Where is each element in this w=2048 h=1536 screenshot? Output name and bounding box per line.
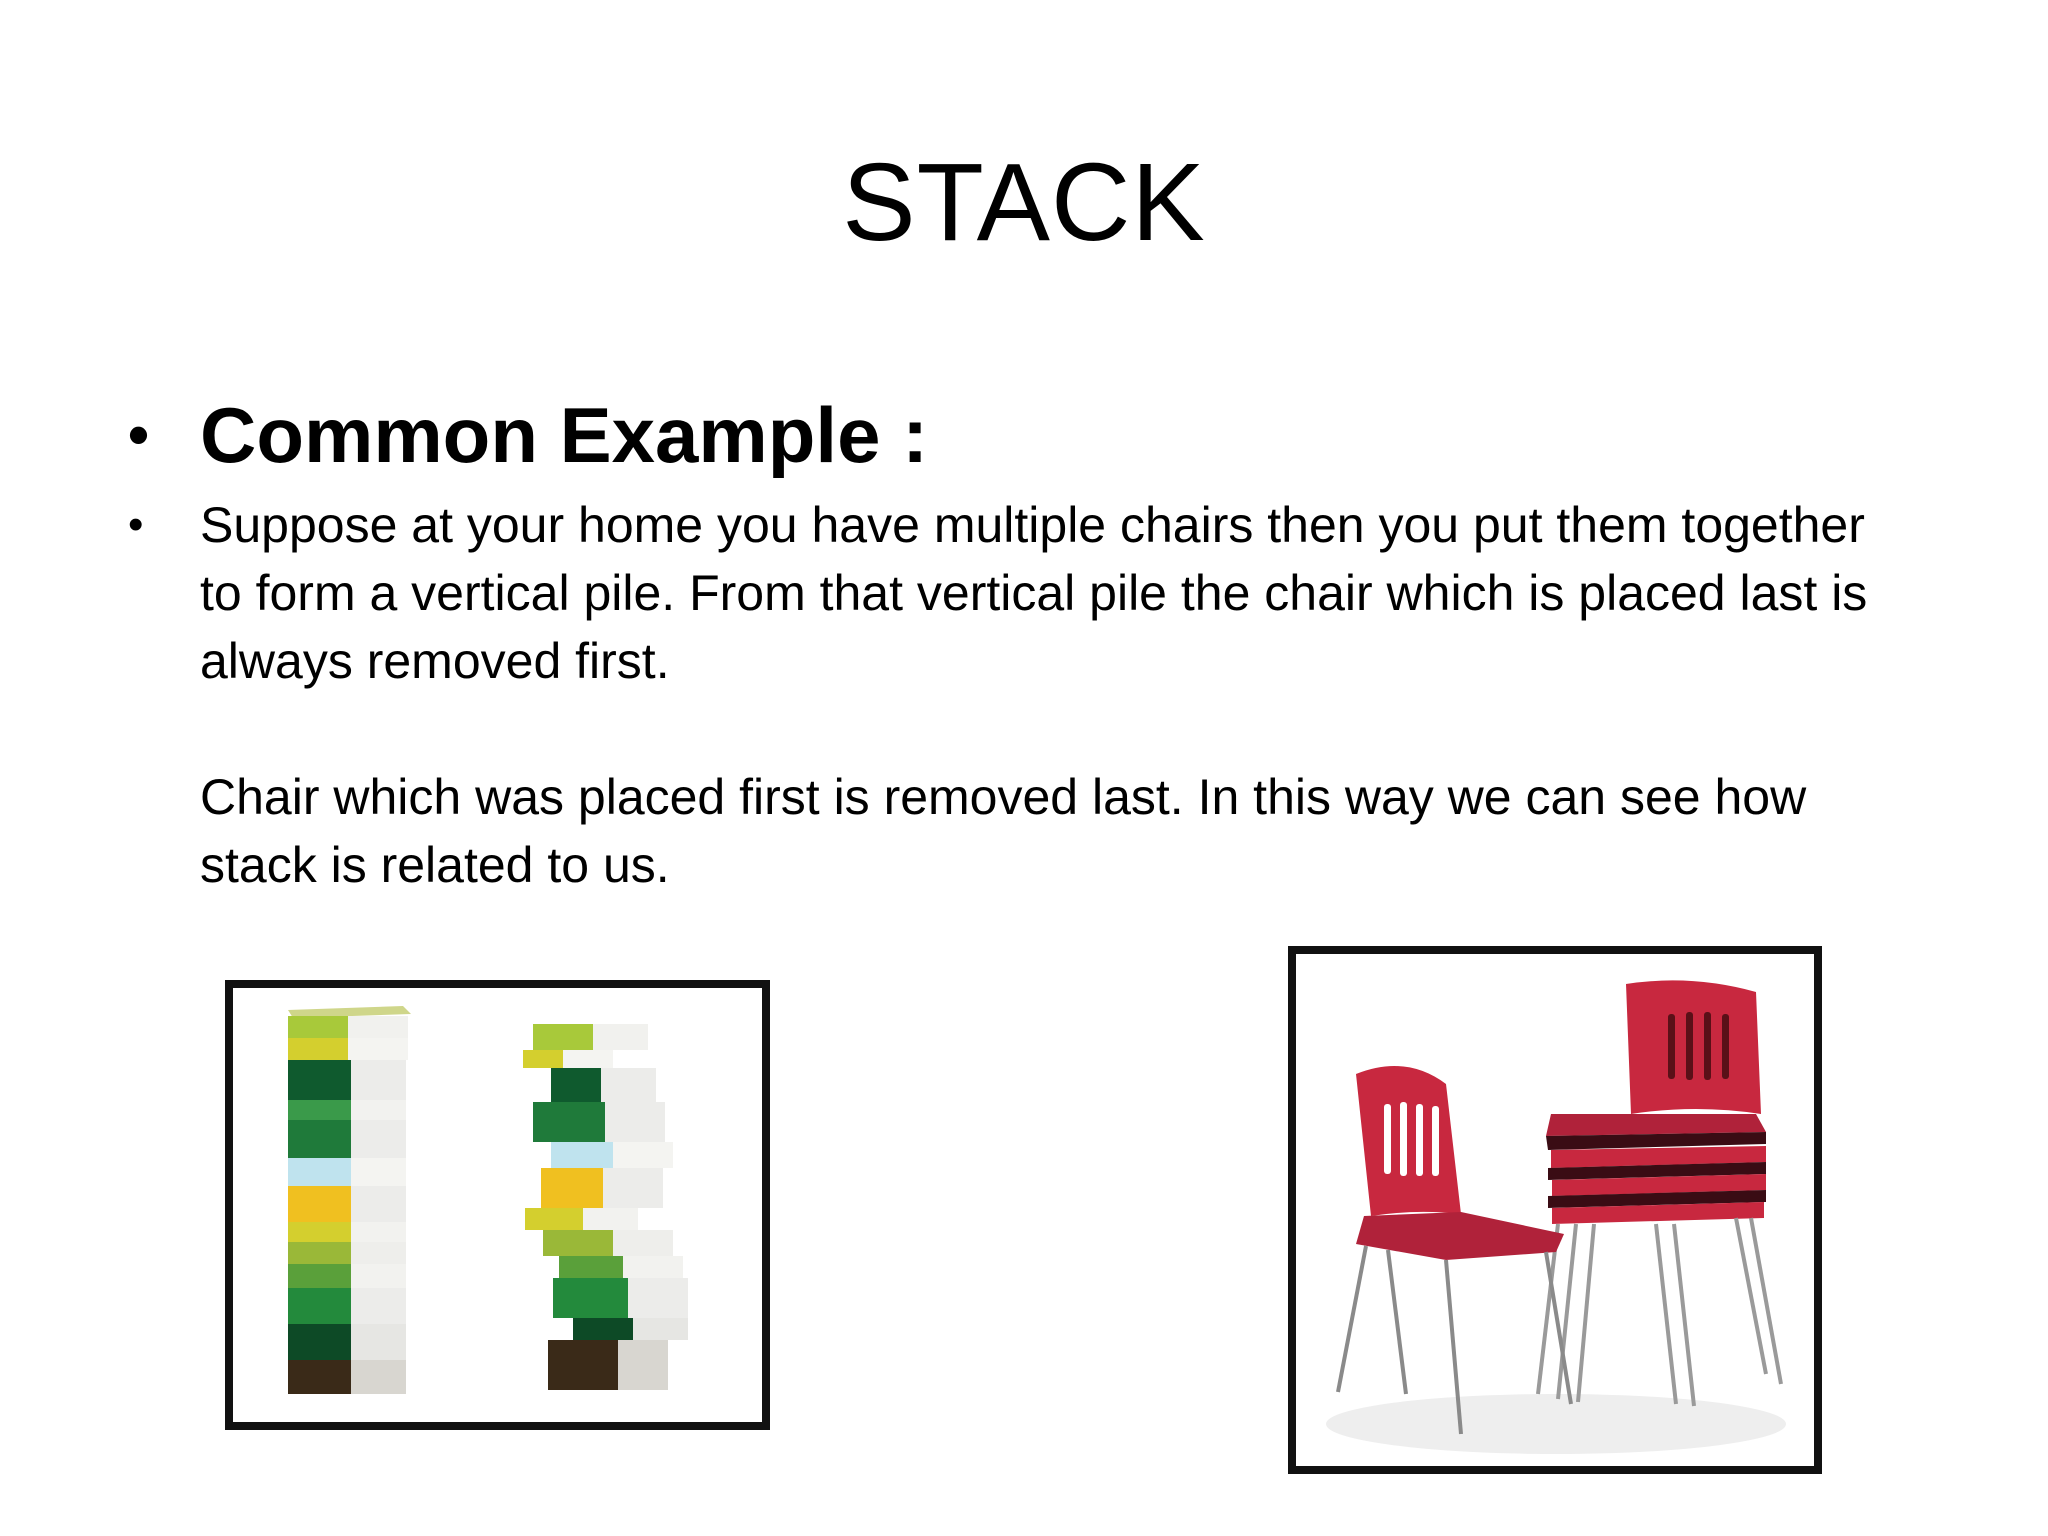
stacked-chairs-photo-icon [1296,954,1814,1466]
description-paragraph-2: Chair which was placed first is removed last. In this way we can see how stack is related to us. [200,769,1807,893]
bullet-description [120,491,1900,899]
bullet-marker: • [128,500,144,549]
stacked-boxes-photo-icon [233,988,762,1422]
description-paragraph-1: Suppose at your home you have multiple chairs then you put them together to form a vertical pile. From that vertical pile the chair which is placed last is always removed first. [200,497,1868,689]
slide-title: STACK [842,141,1206,264]
bullet-list [120,385,1920,899]
stacked-boxes-image [225,980,770,1430]
bullet-marker: • [128,401,150,468]
bullet-common-example [120,385,1920,485]
bullet-heading-text: Common Example : [200,391,929,479]
stacked-chairs-image [1288,946,1822,1474]
